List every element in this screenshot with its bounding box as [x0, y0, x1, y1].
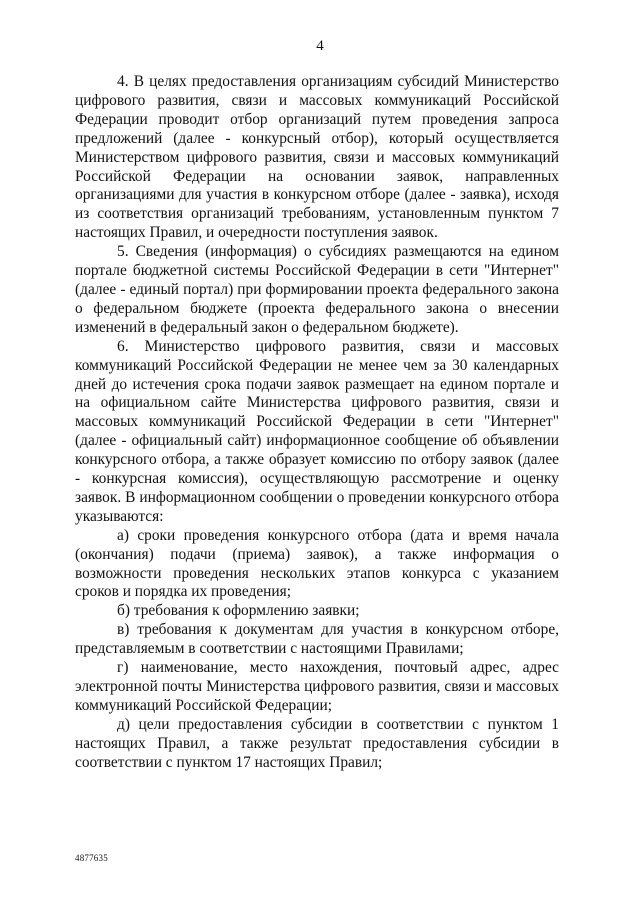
list-item-d: д) цели предоставления субсидии в соответствии с пунктом 1 настоящих Правил, а также результат предоставления субсидии в соответствии с пунктом 17 настоящих Правил;: [75, 715, 559, 771]
list-item-v: в) требования к документам для участия в конкурсном отборе, представляемым в соответствии с настоящими Правилами;: [75, 621, 559, 658]
page-number: 4: [316, 38, 324, 54]
paragraph-6: 6. Министерство цифрового развития, связи и массовых коммуникаций Российской Федерации не менее чем за 30 календарных дней до истечения срока подачи заявок размещает на едином портале и на официальном сайте Министерства цифрового развития, связи и массовых коммуникаций Российской Федерации в сети "Интернет" (далее - официальный сайт) информационное сообщение об объявлении конкурсного отбора, а также образует комиссию по отбору заявок (далее - конкурсная комиссия), осуществляющую рассмотрение и оценку заявок. В информационном сообщении о проведении конкурсного отбора указываются:: [75, 337, 559, 525]
paragraph-4: 4. В целях предоставления организациям субсидий Министерство цифрового развития, связи и массовых коммуникаций Российской Федерации проводит отбор организаций путем проведения запроса предложений (далее - конкурсный отбор), который осуществляется Министерством цифрового развития, связи и массовых коммуникаций Российской Федерации на основании заявок, направленных организациями для участия в конкурсном отборе (далее - заявка), исходя из соответствия организаций требованиям, установленным пунктом 7 настоящих Правил, и очередности поступления заявок.: [75, 73, 559, 242]
document-body: [75, 73, 559, 773]
list-item-b: б) требования к оформлению заявки;: [117, 602, 360, 620]
list-item-a: а) сроки проведения конкурсного отбора (дата и время начала (окончания) подачи (приема) заявок), а также информация о возможности проведения нескольких этапов конкурса с указанием сроков и порядка их проведения;: [75, 526, 559, 601]
document-code: 4877635: [75, 853, 108, 863]
paragraph-5: 5. Сведения (информация) о субсидиях размещаются на едином портале бюджетной системы Российской Федерации в сети "Интернет" (далее - единый портал) при формировании проекта федерального закона о федеральном бюджете (проекта федерального закона о внесении изменений в федеральный закон о федеральном бюджете).: [75, 243, 559, 336]
list-item-g: г) наименование, место нахождения, почтовый адрес, адрес электронной почты Министерства цифрового развития, связи и массовых коммуникаций Российской Федерации;: [75, 659, 559, 714]
